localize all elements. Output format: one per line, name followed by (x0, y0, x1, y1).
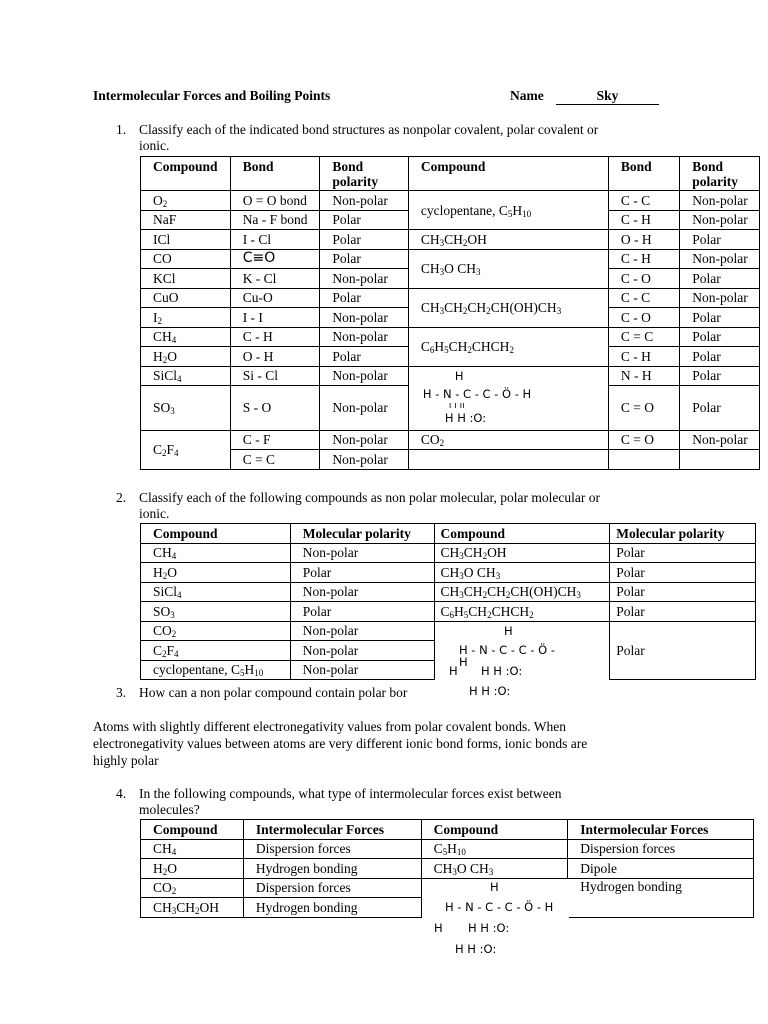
compound-cell: SiCl$_4$ (141, 582, 291, 602)
compound-cell: $SO_3$ (141, 386, 231, 430)
compound-cell: $H_2O$ (141, 859, 244, 879)
polarity-cell: Non-polar (680, 430, 760, 450)
polarity-cell: Polar (680, 308, 760, 328)
force-cell: Dispersion forces (243, 878, 421, 898)
bond-cell: C - H (608, 249, 679, 269)
column-header: Molecular polarity (290, 524, 434, 544)
compound-cell: $I_2$ (141, 308, 231, 328)
polarity-cell: Polar (680, 366, 760, 386)
structure-bottom-repeat: H H :O: (469, 684, 511, 698)
compound-cell: cyclopentane, $C_5H_{10}$ (141, 660, 291, 680)
column-header: Intermolecular Forces (568, 820, 754, 840)
bond-cell: O - H (230, 347, 320, 367)
polarity-cell: Polar (680, 347, 760, 367)
table-header-row (141, 820, 754, 840)
compound-cell: $H_2O$ (141, 563, 291, 583)
question-3-answer (93, 718, 693, 769)
column-header: Bond (230, 157, 320, 191)
structure-main-chain: H - N - C - C - Ö - H (422, 386, 532, 401)
bond-cell: K - Cl (230, 269, 320, 289)
column-header: Intermolecular Forces (243, 820, 421, 840)
polarity-cell: Non-polar (680, 191, 760, 211)
polarity-cell: Polar (320, 210, 409, 230)
structure-bottom: H H :O: (444, 410, 487, 425)
column-header: Compound (434, 524, 610, 544)
polarity-cell: Polar (680, 327, 760, 347)
polarity-cell: Non-polar (320, 386, 409, 430)
worksheet-title: Intermolecular Forces and Boiling Points (93, 88, 331, 103)
table-row (141, 543, 756, 563)
column-header: Compound (408, 157, 608, 191)
polarity-cell: Non-polar (290, 543, 434, 563)
bond-cell: C - O (608, 308, 679, 328)
polarity-cell: Non-polar (680, 288, 760, 308)
bond-cell: O = O bond (230, 191, 320, 211)
bond-cell: C = O (608, 386, 679, 430)
table-header-row (141, 157, 760, 191)
bond-cell: Na - F bond (230, 210, 320, 230)
table-row (141, 249, 760, 269)
force-cell: Hydrogen bonding (243, 898, 421, 918)
compound-cell: $CH_3O$ $CH_3$ (421, 859, 568, 879)
bond-cell: C - O (608, 269, 679, 289)
compound-cell: $C_6H_5CH_2CHCH_2$ (434, 602, 610, 622)
question-4-text-line2: molecules? (139, 802, 200, 817)
column-header: Compound (141, 524, 291, 544)
bond-cell: S - O (230, 386, 320, 430)
compound-cell: CuO (141, 288, 231, 308)
compound-cell: ICl (141, 230, 231, 250)
name-field[interactable]: Sky (556, 88, 659, 105)
question-2-text-line1: Classify each of the following compounds as non polar molecular, polar molecular or (139, 490, 600, 505)
compound-cell: $CO_2$ (408, 430, 608, 450)
compound-cell: $H_2O$ (141, 347, 231, 367)
table-header-row (141, 524, 756, 544)
compound-cell: $CH_3CH_2CH_2CH(OH)CH_3$ (408, 288, 608, 327)
column-header: Bond polarity (680, 157, 760, 191)
polarity-cell: Non-polar (320, 269, 409, 289)
question-2-text-line2: ionic. (139, 506, 170, 521)
polarity-cell: Non-polar (680, 210, 760, 230)
table-row (141, 839, 754, 859)
compound-cell: $C_5H_{10}$ (421, 839, 568, 859)
bond-cell: O - H (608, 230, 679, 250)
compound-cell: $CO_2$ (141, 621, 291, 641)
structure-left-h: H (434, 921, 443, 935)
column-header: Molecular polarity (610, 524, 756, 544)
force-cell: Hydrogen bonding (243, 859, 421, 879)
empty-cell (408, 450, 608, 470)
table-row (141, 602, 756, 622)
bond-cell: N - H (608, 366, 679, 386)
question-3-text: How can a non polar compound contain polar bor (139, 685, 408, 700)
polarity-cell: Polar (610, 582, 756, 602)
polarity-cell: Non-polar (320, 366, 409, 386)
compound-cell: $SO_3$ (141, 602, 291, 622)
compound-cell: CO (141, 249, 231, 269)
empty-cell (608, 450, 679, 470)
bond-cell: C - C (608, 288, 679, 308)
compound-cell: $CH_4$ (141, 543, 291, 563)
table-row (141, 366, 760, 386)
force-cell: Dipole (568, 859, 754, 879)
polarity-cell: Non-polar (320, 327, 409, 347)
structural-formula-image (424, 879, 569, 959)
bond-cell: I - Cl (230, 230, 320, 250)
compound-cell: $C_6H_5CH_2CHCH_2$ (408, 327, 608, 366)
answer-line: highly polar (93, 753, 159, 768)
polarity-cell: Polar (320, 347, 409, 367)
column-header: Bond polarity (320, 157, 409, 191)
compound-cell: $C_2F_4$ (141, 641, 291, 661)
column-header: Bond (608, 157, 679, 191)
polarity-cell: Non-polar (290, 582, 434, 602)
compound-cell: $CH_3CH_2OH$ (434, 543, 610, 563)
polarity-cell: Polar (320, 230, 409, 250)
column-header: Compound (141, 820, 244, 840)
question-1-text-line1: Classify each of the indicated bond structures as nonpolar covalent, polar covalent or (139, 122, 599, 137)
column-header: Compound (141, 157, 231, 191)
polarity-cell: Non-polar (680, 249, 760, 269)
compound-cell: $CH_3CH_2OH$ (408, 230, 608, 250)
compound-cell: KCl (141, 269, 231, 289)
force-cell: Hydrogen bonding (568, 878, 754, 917)
structure-top-h: H (490, 880, 499, 894)
question-4-number: 4. (116, 786, 127, 801)
structure-main-chain: H - N - C - C - Ö - H (459, 643, 556, 669)
structure-cell (408, 366, 608, 430)
compound-cell: $CH_3O$ $CH_3$ (434, 563, 610, 583)
polarity-cell: Polar (290, 602, 434, 622)
table-row (141, 191, 760, 211)
question-4-text-line1: In the following compounds, what type of intermolecular forces exist between (139, 786, 562, 801)
bond-cell: C = C (608, 327, 679, 347)
polarity-cell: Non-polar (290, 641, 434, 661)
polarity-cell: Polar (680, 230, 760, 250)
table-row (141, 563, 756, 583)
bond-cell: Cu-O (230, 288, 320, 308)
bond-classification-table (140, 156, 760, 470)
bond-cell: C - F (230, 430, 320, 450)
polarity-cell: Polar (290, 563, 434, 583)
compound-cell: $CH_4$ (141, 839, 244, 859)
answer-line: Atoms with slightly different electronegativity values from polar covalent bonds. When (93, 719, 567, 734)
question-1-text-line2: ionic. (139, 138, 170, 153)
answer-line: electronegativity values between atoms are very different ionic bond forms, ionic bonds are (93, 736, 588, 751)
polarity-cell: Non-polar (320, 430, 409, 450)
table-row (141, 230, 760, 250)
compound-cell: SiCl$_4$ (141, 366, 231, 386)
question-2 (116, 490, 736, 524)
polarity-cell: Non-polar (320, 191, 409, 211)
compound-cell: $C_2F_4$ (141, 430, 231, 469)
structural-formula (409, 367, 608, 430)
compound-cell: $CO_2$ (141, 878, 244, 898)
structure-bottom: H H :O: (468, 921, 510, 935)
structure-left-h: H (449, 664, 458, 678)
table-row (141, 288, 760, 308)
bond-cell: C≡O (230, 249, 320, 269)
polarity-cell: Non-polar (290, 621, 434, 641)
polarity-cell: Polar (610, 602, 756, 622)
compound-cell: NaF (141, 210, 231, 230)
force-cell: Dispersion forces (568, 839, 754, 859)
polarity-cell: Polar (320, 288, 409, 308)
table-row (141, 327, 760, 347)
polarity-cell: Non-polar (290, 660, 434, 680)
empty-cell (680, 450, 760, 470)
question-1 (116, 122, 716, 156)
polarity-cell: Non-polar (320, 450, 409, 470)
bond-cell: Si - Cl (230, 366, 320, 386)
bond-cell: C - H (608, 347, 679, 367)
name-label: Name (510, 88, 544, 103)
table-row (141, 450, 760, 470)
structure-bottom: H H :O: (481, 664, 523, 678)
polarity-cell: Polar (610, 543, 756, 563)
table-row (141, 430, 760, 450)
polarity-cell: Polar (610, 621, 756, 680)
polarity-cell: Polar (610, 563, 756, 583)
question-4 (116, 786, 716, 820)
bond-cell: C = C (230, 450, 320, 470)
compound-cell: $CH_3CH_2CH_2CH(OH)CH_3$ (434, 582, 610, 602)
question-3-number: 3. (116, 685, 127, 700)
polarity-cell: Polar (680, 269, 760, 289)
bond-cell: C - C (608, 191, 679, 211)
question-3 (116, 685, 476, 703)
bond-cell: I - I (230, 308, 320, 328)
question-2-number: 2. (116, 490, 127, 505)
bond-cell: C = O (608, 430, 679, 450)
compound-cell: $CH_4$ (141, 327, 231, 347)
bond-cell: C - H (608, 210, 679, 230)
table-row (141, 582, 756, 602)
structure-bottom-repeat: H H :O: (455, 942, 497, 956)
polarity-cell: Polar (680, 386, 760, 430)
structure-top-h: H (504, 624, 513, 638)
question-1-number: 1. (116, 122, 127, 137)
table-row (141, 859, 754, 879)
bond-cell: C - H (230, 327, 320, 347)
compound-cell: $O_2$ (141, 191, 231, 211)
structure-main-chain: H - N - C - C - Ö - H (445, 900, 554, 914)
compound-cell: $CH_3CH_2OH$ (141, 898, 244, 918)
structure-bond-lines: ı ı ıı (448, 400, 465, 411)
polarity-cell: Polar (320, 249, 409, 269)
structure-top-h: H (454, 368, 464, 383)
column-header: Compound (421, 820, 568, 840)
polarity-cell: Non-polar (320, 308, 409, 328)
compound-cell: $CH_3O$ $CH_3$ (408, 249, 608, 288)
force-cell: Dispersion forces (243, 839, 421, 859)
compound-cell: cyclopentane, $C_5H_{10}$ (408, 191, 608, 230)
